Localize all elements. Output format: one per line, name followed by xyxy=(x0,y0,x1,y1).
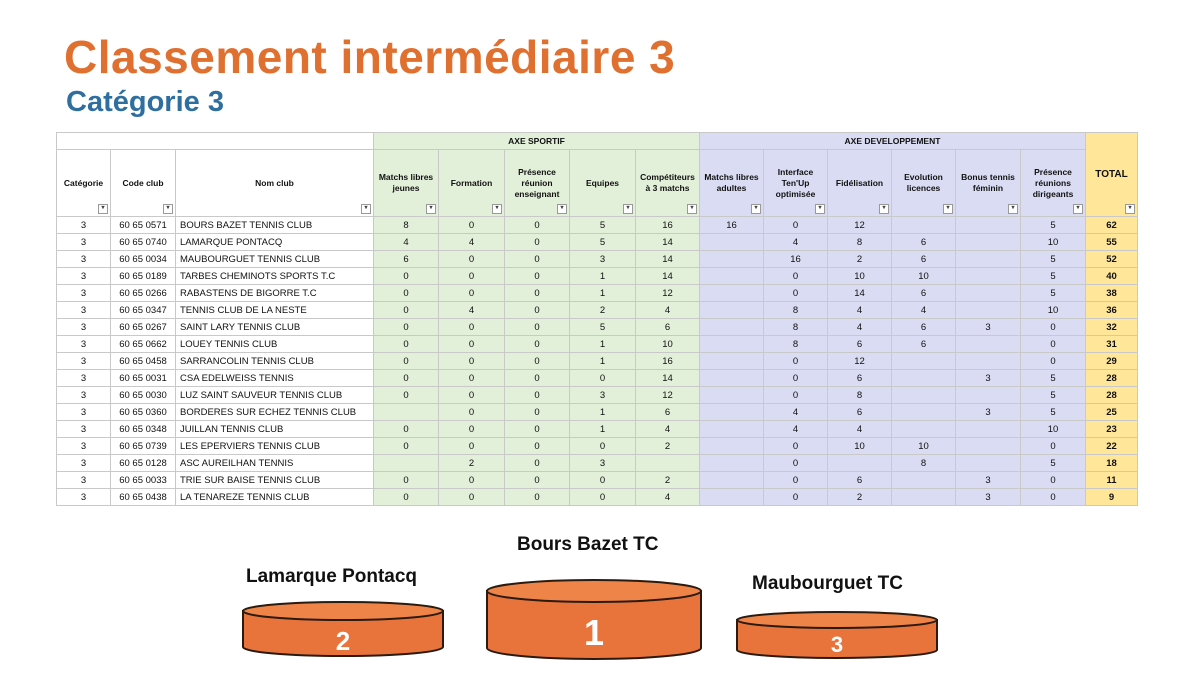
cell-nom[interactable]: SAINT LARY TENNIS CLUB xyxy=(176,319,374,336)
cell-presence-ens[interactable]: 0 xyxy=(505,319,570,336)
filter-icon[interactable]: ▾ xyxy=(557,204,567,214)
cell-fidelisation[interactable]: 6 xyxy=(828,472,892,489)
cell-presence-ens[interactable]: 0 xyxy=(505,353,570,370)
cell-mlj[interactable]: 0 xyxy=(374,438,439,455)
cell-equipes[interactable]: 1 xyxy=(570,285,636,302)
cell-formation[interactable]: 0 xyxy=(439,387,505,404)
cell-equipes[interactable]: 0 xyxy=(570,489,636,506)
cell-fidelisation[interactable]: 6 xyxy=(828,404,892,421)
cell-code[interactable]: 60 65 0266 xyxy=(111,285,176,302)
cell-nom[interactable]: LA TENAREZE TENNIS CLUB xyxy=(176,489,374,506)
cell-categorie[interactable]: 3 xyxy=(57,302,111,319)
cell-code[interactable]: 60 65 0189 xyxy=(111,268,176,285)
cell-presence-ens[interactable]: 0 xyxy=(505,234,570,251)
cell-mlj[interactable]: 0 xyxy=(374,421,439,438)
cell-fidelisation[interactable]: 2 xyxy=(828,251,892,268)
podium-second-rank: 2 xyxy=(335,626,351,656)
cell-equipes[interactable]: 1 xyxy=(570,404,636,421)
cell-competiteurs[interactable]: 16 xyxy=(636,217,700,234)
cell-total[interactable]: 40 xyxy=(1086,268,1138,285)
podium-third-name: Maubourguet TC xyxy=(752,573,903,594)
page-subtitle: Catégorie 3 xyxy=(66,86,224,118)
cell-competiteurs[interactable]: 12 xyxy=(636,387,700,404)
cell-nom[interactable]: LES EPERVIERS TENNIS CLUB xyxy=(176,438,374,455)
col-nom-label: Nom club xyxy=(255,177,294,188)
cell-fidelisation[interactable]: 12 xyxy=(828,217,892,234)
cell-tenup[interactable]: 0 xyxy=(764,387,828,404)
cell-presence-ens[interactable]: 0 xyxy=(505,285,570,302)
cell-competiteurs[interactable]: 2 xyxy=(636,472,700,489)
cell-competiteurs[interactable]: 6 xyxy=(636,319,700,336)
cell-tenup[interactable]: 0 xyxy=(764,217,828,234)
cell-mlj[interactable]: 0 xyxy=(374,472,439,489)
col-bonus-label: Bonus tennis féminin xyxy=(961,172,1015,193)
cell-competiteurs[interactable]: 6 xyxy=(636,404,700,421)
cell-tenup[interactable]: 8 xyxy=(764,302,828,319)
cell-mlj[interactable]: 0 xyxy=(374,387,439,404)
cell-nom[interactable]: MAUBOURGUET TENNIS CLUB xyxy=(176,251,374,268)
cell-total[interactable]: 62 xyxy=(1086,217,1138,234)
cell-fidelisation[interactable]: 4 xyxy=(828,302,892,319)
col-formation-label: Formation xyxy=(450,177,493,188)
col-presence-dir-label: Présence réunions dirigeants xyxy=(1032,166,1074,199)
cell-total[interactable]: 38 xyxy=(1086,285,1138,302)
filter-icon[interactable]: ▾ xyxy=(163,204,173,214)
col-mla-label: Matchs libres adultes xyxy=(704,172,759,193)
cell-licences[interactable]: 6 xyxy=(892,336,956,353)
cell-total[interactable]: 32 xyxy=(1086,319,1138,336)
cell-competiteurs[interactable]: 14 xyxy=(636,251,700,268)
cell-formation[interactable]: 0 xyxy=(439,285,505,302)
cell-total[interactable]: 36 xyxy=(1086,302,1138,319)
cell-formation[interactable]: 0 xyxy=(439,404,505,421)
group-axe-developpement: AXE DEVELOPPEMENT xyxy=(700,133,1086,150)
cell-code[interactable]: 60 65 0128 xyxy=(111,455,176,472)
cell-fidelisation[interactable]: 10 xyxy=(828,268,892,285)
cell-code[interactable]: 60 65 0360 xyxy=(111,404,176,421)
cell-tenup[interactable]: 0 xyxy=(764,489,828,506)
cell-code[interactable]: 60 65 0739 xyxy=(111,438,176,455)
cell-tenup[interactable]: 0 xyxy=(764,438,828,455)
filter-icon[interactable]: ▾ xyxy=(1008,204,1018,214)
cell-tenup[interactable]: 8 xyxy=(764,336,828,353)
cell-total[interactable]: 18 xyxy=(1086,455,1138,472)
cell-formation[interactable]: 0 xyxy=(439,319,505,336)
cell-nom[interactable]: BOURS BAZET TENNIS CLUB xyxy=(176,217,374,234)
filter-icon[interactable]: ▾ xyxy=(361,204,371,214)
cell-categorie[interactable]: 3 xyxy=(57,387,111,404)
cell-code[interactable]: 60 65 0267 xyxy=(111,319,176,336)
cell-equipes[interactable]: 1 xyxy=(570,421,636,438)
cell-presence-ens[interactable]: 0 xyxy=(505,217,570,234)
cell-formation[interactable]: 4 xyxy=(439,302,505,319)
cell-categorie[interactable]: 3 xyxy=(57,251,111,268)
filter-icon[interactable]: ▾ xyxy=(426,204,436,214)
cell-nom[interactable]: LOUEY TENNIS CLUB xyxy=(176,336,374,353)
cell-presence-dir[interactable]: 0 xyxy=(1021,319,1086,336)
cell-formation[interactable]: 0 xyxy=(439,472,505,489)
cell-presence-dir[interactable]: 0 xyxy=(1021,336,1086,353)
cell-licences[interactable]: 6 xyxy=(892,285,956,302)
cell-competiteurs[interactable]: 4 xyxy=(636,489,700,506)
cell-competiteurs[interactable]: 4 xyxy=(636,302,700,319)
cell-mlj[interactable]: 0 xyxy=(374,285,439,302)
cell-code[interactable]: 60 65 0348 xyxy=(111,421,176,438)
cell-categorie[interactable]: 3 xyxy=(57,421,111,438)
cell-formation[interactable]: 0 xyxy=(439,217,505,234)
filter-icon[interactable]: ▾ xyxy=(1073,204,1083,214)
cell-tenup[interactable]: 4 xyxy=(764,404,828,421)
cell-licences[interactable]: 8 xyxy=(892,455,956,472)
cell-bonus[interactable]: 3 xyxy=(956,370,1021,387)
cell-categorie[interactable]: 3 xyxy=(57,285,111,302)
filter-icon[interactable]: ▾ xyxy=(98,204,108,214)
cell-total[interactable]: 11 xyxy=(1086,472,1138,489)
col-tenup-label: Interface Ten'Up optimisée xyxy=(775,166,816,199)
cell-presence-ens[interactable]: 0 xyxy=(505,438,570,455)
cell-formation[interactable]: 0 xyxy=(439,251,505,268)
filter-icon[interactable]: ▾ xyxy=(943,204,953,214)
cell-categorie[interactable]: 3 xyxy=(57,489,111,506)
cell-categorie[interactable]: 3 xyxy=(57,455,111,472)
cell-presence-dir[interactable]: 5 xyxy=(1021,217,1086,234)
podium-third-top xyxy=(737,612,937,628)
cell-competiteurs[interactable]: 14 xyxy=(636,234,700,251)
cell-fidelisation[interactable]: 14 xyxy=(828,285,892,302)
cell-licences[interactable]: 6 xyxy=(892,319,956,336)
col-licences-label: Evolution licences xyxy=(904,172,943,193)
cell-equipes[interactable]: 3 xyxy=(570,387,636,404)
cell-tenup[interactable]: 16 xyxy=(764,251,828,268)
cell-tenup[interactable]: 0 xyxy=(764,455,828,472)
filter-icon[interactable]: ▾ xyxy=(815,204,825,214)
cell-presence-dir[interactable]: 5 xyxy=(1021,370,1086,387)
cell-equipes[interactable]: 1 xyxy=(570,353,636,370)
cell-tenup[interactable]: 0 xyxy=(764,370,828,387)
cell-code[interactable]: 60 65 0458 xyxy=(111,353,176,370)
podium-second-top xyxy=(243,602,443,620)
cell-competiteurs[interactable]: 16 xyxy=(636,353,700,370)
cell-bonus[interactable]: 3 xyxy=(956,489,1021,506)
filter-icon[interactable]: ▾ xyxy=(879,204,889,214)
cell-nom[interactable]: TARBES CHEMINOTS SPORTS T.C xyxy=(176,268,374,285)
cell-licences[interactable]: 4 xyxy=(892,302,956,319)
cell-tenup[interactable]: 0 xyxy=(764,268,828,285)
cell-formation[interactable]: 2 xyxy=(439,455,505,472)
cell-presence-dir[interactable]: 5 xyxy=(1021,387,1086,404)
cell-fidelisation[interactable]: 4 xyxy=(828,319,892,336)
cell-presence-ens[interactable]: 0 xyxy=(505,404,570,421)
col-equipes-label: Equipes xyxy=(585,177,620,188)
cell-presence-ens[interactable]: 0 xyxy=(505,455,570,472)
cell-mla[interactable]: 16 xyxy=(700,217,764,234)
cell-nom[interactable]: BORDERES SUR ECHEZ TENNIS CLUB xyxy=(176,404,374,421)
cell-total[interactable]: 55 xyxy=(1086,234,1138,251)
cell-nom[interactable]: LUZ SAINT SAUVEUR TENNIS CLUB xyxy=(176,387,374,404)
cell-presence-dir[interactable]: 10 xyxy=(1021,302,1086,319)
cell-equipes[interactable]: 2 xyxy=(570,302,636,319)
cell-total[interactable]: 31 xyxy=(1086,336,1138,353)
cell-equipes[interactable]: 5 xyxy=(570,234,636,251)
cell-mlj[interactable]: 0 xyxy=(374,370,439,387)
cell-tenup[interactable]: 0 xyxy=(764,353,828,370)
cell-categorie[interactable]: 3 xyxy=(57,404,111,421)
cell-fidelisation[interactable]: 6 xyxy=(828,336,892,353)
cell-total[interactable]: 25 xyxy=(1086,404,1138,421)
cell-presence-dir[interactable]: 5 xyxy=(1021,268,1086,285)
cell-competiteurs[interactable]: 10 xyxy=(636,336,700,353)
cell-formation[interactable]: 0 xyxy=(439,489,505,506)
cell-categorie[interactable]: 3 xyxy=(57,438,111,455)
cell-fidelisation[interactable]: 4 xyxy=(828,421,892,438)
filter-icon[interactable]: ▾ xyxy=(751,204,761,214)
cell-categorie[interactable]: 3 xyxy=(57,217,111,234)
cell-licences[interactable]: 6 xyxy=(892,234,956,251)
cell-total[interactable]: 22 xyxy=(1086,438,1138,455)
cell-total[interactable]: 23 xyxy=(1086,421,1138,438)
cell-presence-dir[interactable]: 0 xyxy=(1021,353,1086,370)
cell-code[interactable]: 60 65 0031 xyxy=(111,370,176,387)
cell-code[interactable]: 60 65 0740 xyxy=(111,234,176,251)
cell-formation[interactable]: 0 xyxy=(439,353,505,370)
cell-equipes[interactable]: 5 xyxy=(570,319,636,336)
podium-third-rank: 3 xyxy=(830,632,844,657)
cell-tenup[interactable]: 4 xyxy=(764,234,828,251)
cell-tenup[interactable]: 4 xyxy=(764,421,828,438)
cell-presence-ens[interactable]: 0 xyxy=(505,251,570,268)
page-title: Classement intermédiaire 3 xyxy=(64,31,676,83)
cell-code[interactable]: 60 65 0438 xyxy=(111,489,176,506)
col-presence-ens-label: Présence réunion enseignant xyxy=(514,166,560,199)
filter-icon[interactable]: ▾ xyxy=(623,204,633,214)
podium-first-rank: 1 xyxy=(583,612,605,653)
cell-tenup[interactable]: 0 xyxy=(764,472,828,489)
cell-presence-dir[interactable]: 5 xyxy=(1021,404,1086,421)
cell-equipes[interactable]: 0 xyxy=(570,370,636,387)
col-competiteurs-label: Compétiteurs à 3 matchs xyxy=(640,172,695,193)
cell-competiteurs[interactable]: 2 xyxy=(636,438,700,455)
cell-code[interactable]: 60 65 0034 xyxy=(111,251,176,268)
cell-total[interactable]: 28 xyxy=(1086,370,1138,387)
podium-first-name: Bours Bazet TC xyxy=(517,534,659,555)
cell-bonus[interactable]: 3 xyxy=(956,404,1021,421)
cell-mlj[interactable]: 0 xyxy=(374,489,439,506)
cell-formation[interactable]: 4 xyxy=(439,234,505,251)
cell-nom[interactable]: TRIE SUR BAISE TENNIS CLUB xyxy=(176,472,374,489)
cell-bonus[interactable]: 3 xyxy=(956,319,1021,336)
cell-nom[interactable]: SARRANCOLIN TENNIS CLUB xyxy=(176,353,374,370)
cell-code[interactable]: 60 65 0347 xyxy=(111,302,176,319)
cell-categorie[interactable]: 3 xyxy=(57,319,111,336)
cell-mlj[interactable]: 4 xyxy=(374,234,439,251)
cell-presence-dir[interactable]: 5 xyxy=(1021,285,1086,302)
cell-equipes[interactable]: 5 xyxy=(570,217,636,234)
cell-equipes[interactable]: 3 xyxy=(570,455,636,472)
group-axe-sportif: AXE SPORTIF xyxy=(374,133,700,150)
cell-licences[interactable]: 10 xyxy=(892,268,956,285)
cell-presence-ens[interactable]: 0 xyxy=(505,421,570,438)
cell-mlj[interactable]: 0 xyxy=(374,336,439,353)
cell-presence-dir[interactable]: 10 xyxy=(1021,234,1086,251)
cell-competiteurs[interactable]: 12 xyxy=(636,285,700,302)
cell-code[interactable]: 60 65 0662 xyxy=(111,336,176,353)
cell-equipes[interactable]: 0 xyxy=(570,438,636,455)
cell-presence-dir[interactable]: 5 xyxy=(1021,251,1086,268)
cell-nom[interactable]: ASC AUREILHAN TENNIS xyxy=(176,455,374,472)
cell-total[interactable]: 29 xyxy=(1086,353,1138,370)
cell-formation[interactable]: 0 xyxy=(439,268,505,285)
cell-mlj[interactable]: 0 xyxy=(374,353,439,370)
cell-fidelisation[interactable]: 2 xyxy=(828,489,892,506)
cell-equipes[interactable]: 3 xyxy=(570,251,636,268)
col-fidelisation-label: Fidélisation xyxy=(835,177,884,188)
cell-equipes[interactable]: 0 xyxy=(570,472,636,489)
col-total-label: TOTAL xyxy=(1095,169,1128,180)
cell-formation[interactable]: 0 xyxy=(439,370,505,387)
cell-nom[interactable]: TENNIS CLUB DE LA NESTE xyxy=(176,302,374,319)
cell-presence-dir[interactable]: 5 xyxy=(1021,455,1086,472)
cell-fidelisation[interactable]: 12 xyxy=(828,353,892,370)
cell-total[interactable]: 28 xyxy=(1086,387,1138,404)
cell-tenup[interactable]: 8 xyxy=(764,319,828,336)
cell-fidelisation[interactable]: 8 xyxy=(828,234,892,251)
cell-code[interactable]: 60 65 0030 xyxy=(111,387,176,404)
cell-mlj[interactable]: 0 xyxy=(374,319,439,336)
cell-presence-ens[interactable]: 0 xyxy=(505,387,570,404)
podium-first-top xyxy=(487,580,701,602)
cell-fidelisation[interactable]: 10 xyxy=(828,438,892,455)
cell-licences[interactable]: 10 xyxy=(892,438,956,455)
cell-nom[interactable]: LAMARQUE PONTACQ xyxy=(176,234,374,251)
cell-total[interactable]: 52 xyxy=(1086,251,1138,268)
cell-mlj[interactable]: 8 xyxy=(374,217,439,234)
cell-nom[interactable]: CSA EDELWEISS TENNIS xyxy=(176,370,374,387)
cell-presence-ens[interactable]: 0 xyxy=(505,268,570,285)
cell-categorie[interactable]: 3 xyxy=(57,370,111,387)
cell-presence-ens[interactable]: 0 xyxy=(505,489,570,506)
cell-competiteurs[interactable]: 4 xyxy=(636,421,700,438)
cell-presence-dir[interactable]: 10 xyxy=(1021,421,1086,438)
cell-presence-ens[interactable]: 0 xyxy=(505,336,570,353)
col-code-label: Code club xyxy=(122,177,164,188)
cell-presence-ens[interactable]: 0 xyxy=(505,370,570,387)
cell-categorie[interactable]: 3 xyxy=(57,472,111,489)
cell-presence-ens[interactable]: 0 xyxy=(505,472,570,489)
cell-fidelisation[interactable]: 8 xyxy=(828,387,892,404)
cell-equipes[interactable]: 1 xyxy=(570,268,636,285)
cell-bonus[interactable]: 3 xyxy=(956,472,1021,489)
cell-presence-dir[interactable]: 0 xyxy=(1021,438,1086,455)
col-categorie-label: Catégorie xyxy=(63,177,104,188)
cell-tenup[interactable]: 0 xyxy=(764,285,828,302)
col-mlj-label: Matchs libres jeunes xyxy=(378,172,434,193)
cell-licences[interactable]: 6 xyxy=(892,251,956,268)
cell-equipes[interactable]: 1 xyxy=(570,336,636,353)
cell-mlj[interactable]: 6 xyxy=(374,251,439,268)
cell-competiteurs[interactable]: 14 xyxy=(636,370,700,387)
cell-mlj[interactable]: 0 xyxy=(374,302,439,319)
cell-categorie[interactable]: 3 xyxy=(57,353,111,370)
cell-competiteurs[interactable]: 14 xyxy=(636,268,700,285)
cell-nom[interactable]: RABASTENS DE BIGORRE T.C xyxy=(176,285,374,302)
cell-code[interactable]: 60 65 0033 xyxy=(111,472,176,489)
cell-presence-dir[interactable]: 0 xyxy=(1021,489,1086,506)
cell-categorie[interactable]: 3 xyxy=(57,268,111,285)
cell-code[interactable]: 60 65 0571 xyxy=(111,217,176,234)
cell-formation[interactable]: 0 xyxy=(439,421,505,438)
cell-nom[interactable]: JUILLAN TENNIS CLUB xyxy=(176,421,374,438)
cell-fidelisation[interactable]: 6 xyxy=(828,370,892,387)
filter-icon[interactable]: ▾ xyxy=(687,204,697,214)
cell-presence-dir[interactable]: 0 xyxy=(1021,472,1086,489)
cell-presence-ens[interactable]: 0 xyxy=(505,302,570,319)
filter-icon[interactable]: ▾ xyxy=(492,204,502,214)
cell-categorie[interactable]: 3 xyxy=(57,234,111,251)
cell-categorie[interactable]: 3 xyxy=(57,336,111,353)
cell-formation[interactable]: 0 xyxy=(439,438,505,455)
podium-second-name: Lamarque Pontacq xyxy=(246,566,418,587)
cell-formation[interactable]: 0 xyxy=(439,336,505,353)
cell-mlj[interactable]: 0 xyxy=(374,268,439,285)
cell-total[interactable]: 9 xyxy=(1086,489,1138,506)
filter-icon[interactable]: ▾ xyxy=(1125,204,1135,214)
